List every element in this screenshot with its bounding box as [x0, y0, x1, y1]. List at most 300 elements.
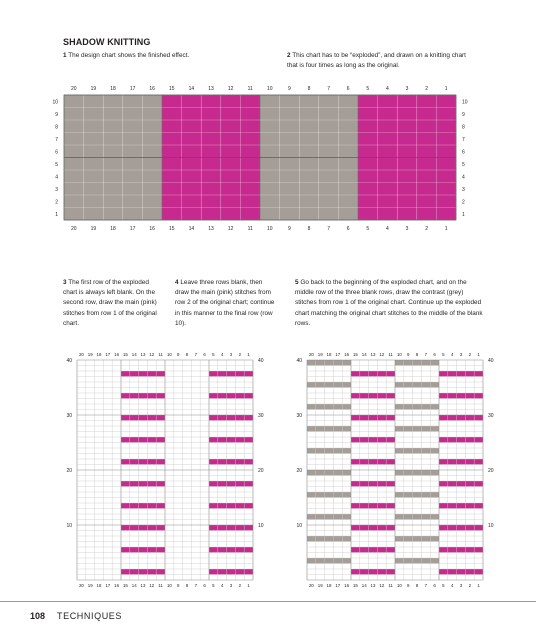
main-stitch: [130, 437, 139, 443]
main-stitch: [386, 569, 395, 575]
column-number-label: 13: [208, 226, 214, 232]
column-number-label: 18: [326, 583, 332, 588]
column-number-label: 15: [122, 583, 128, 588]
main-stitch: [474, 459, 483, 465]
contrast-stitch: [325, 382, 334, 388]
main-stitch: [377, 503, 386, 509]
main-stitch: [474, 503, 483, 509]
main-stitch: [218, 393, 227, 399]
main-stitch: [147, 459, 156, 465]
main-stitch: [360, 569, 369, 575]
column-number-label: 9: [406, 352, 410, 357]
main-stitch: [156, 503, 165, 509]
row-number-label: 2: [462, 199, 465, 206]
main-stitch: [360, 481, 369, 487]
exploded-chart-step-5: [285, 345, 505, 595]
contrast-stitch: [421, 514, 430, 520]
column-number-label: 19: [317, 583, 323, 588]
contrast-stitch: [325, 558, 334, 564]
main-stitch: [386, 393, 395, 399]
contrast-stitch: [342, 558, 351, 564]
main-stitch: [465, 481, 474, 487]
column-number-label: 8: [415, 583, 419, 588]
main-stitch: [448, 547, 457, 553]
column-number-label: 2: [468, 583, 472, 588]
column-number-label: 20: [78, 583, 84, 588]
column-number-label: 12: [149, 352, 155, 357]
contrast-stitch: [333, 492, 342, 498]
contrast-stitch: [316, 492, 325, 498]
column-number-label: 15: [169, 86, 175, 92]
row-number-label: 5: [55, 161, 58, 168]
main-stitch: [457, 371, 466, 377]
contrast-stitch: [395, 492, 404, 498]
column-number-label: 19: [90, 86, 97, 92]
contrast-stitch: [307, 404, 316, 410]
main-stitch: [209, 415, 218, 421]
column-number-label: 10: [166, 583, 172, 588]
main-stitch: [351, 503, 360, 509]
contrast-stitch: [325, 492, 334, 498]
contrast-stitch: [430, 426, 439, 432]
main-stitch: [439, 547, 448, 553]
contrast-stitch: [404, 404, 413, 410]
main-stitch: [227, 437, 236, 443]
column-number-label: 1: [247, 583, 250, 588]
column-number-label: 15: [352, 583, 358, 588]
contrast-stitch: [316, 558, 325, 564]
column-number-label: 1: [247, 352, 250, 357]
main-stitch: [147, 415, 156, 421]
contrast-stitch: [307, 360, 316, 366]
column-number-label: 4: [386, 226, 389, 232]
main-stitch: [130, 569, 139, 575]
column-number-label: 16: [344, 352, 350, 357]
column-number-label: 17: [335, 583, 341, 588]
main-stitch: [121, 503, 130, 509]
main-stitch: [227, 415, 236, 421]
contrast-stitch: [333, 448, 342, 454]
main-stitch: [156, 437, 165, 443]
main-stitch: [457, 547, 466, 553]
main-stitch: [156, 415, 165, 421]
exploded-chart-step-4: [55, 345, 275, 595]
contrast-stitch: [421, 536, 430, 542]
page-number: 108: [30, 611, 46, 621]
column-number-label: 18: [96, 352, 102, 357]
step-2-text: [287, 51, 477, 71]
main-stitch: [244, 415, 253, 421]
contrast-stitch: [413, 382, 422, 388]
main-stitch: [244, 371, 253, 377]
column-number-label: 14: [188, 226, 195, 232]
main-stitch: [244, 525, 253, 531]
main-stitch: [369, 393, 378, 399]
contrast-stitch: [395, 360, 404, 366]
main-stitch: [218, 371, 227, 377]
main-stitch: [386, 503, 395, 509]
step-5-text: [295, 278, 485, 329]
main-stitch: [139, 415, 148, 421]
column-number-label: 3: [459, 583, 463, 588]
main-stitch: [351, 459, 360, 465]
main-stitch: [351, 437, 360, 443]
main-stitch: [218, 459, 227, 465]
column-number-label: 13: [370, 583, 376, 588]
main-stitch: [121, 459, 130, 465]
main-stitch: [457, 481, 466, 487]
column-number-label: 8: [415, 352, 419, 357]
main-stitch: [235, 525, 244, 531]
main-stitch: [369, 371, 378, 377]
main-stitch: [209, 459, 218, 465]
main-stitch: [351, 415, 360, 421]
contrast-stitch: [430, 448, 439, 454]
column-number-label: 5: [212, 583, 215, 588]
main-stitch: [351, 525, 360, 531]
section-name: TECHNIQUES: [57, 611, 123, 621]
step-number: 4: [175, 279, 179, 286]
contrast-stitch: [430, 470, 439, 476]
column-number-label: 8: [307, 86, 311, 92]
main-stitch: [227, 393, 236, 399]
column-number-label: 5: [442, 583, 445, 588]
main-stitch: [235, 371, 244, 377]
main-stitch: [360, 393, 369, 399]
column-number-label: 4: [220, 352, 224, 357]
step-description: Leave three rows blank, then draw the main (pink) stitches from row 2 of the original chart; continue in this manner to the final row (row 10).: [175, 279, 275, 327]
contrast-stitch: [413, 470, 422, 476]
column-number-label: 6: [203, 583, 206, 588]
column-number-label: 16: [114, 583, 120, 588]
main-stitch: [351, 569, 360, 575]
main-stitch: [235, 415, 244, 421]
column-number-label: 4: [450, 583, 454, 588]
main-stitch: [235, 459, 244, 465]
main-stitch: [147, 437, 156, 443]
main-stitch: [244, 481, 253, 487]
main-stitch: [139, 547, 148, 553]
main-stitch: [121, 547, 130, 553]
main-stitch: [474, 415, 483, 421]
contrast-stitch: [307, 514, 316, 520]
main-stitch: [156, 393, 165, 399]
main-stitch: [351, 547, 360, 553]
main-stitch: [386, 459, 395, 465]
row-number-label: 5: [462, 161, 465, 168]
column-number-label: 8: [185, 352, 189, 357]
column-number-label: 20: [71, 226, 77, 232]
contrast-stitch: [342, 448, 351, 454]
contrast-stitch: [404, 360, 413, 366]
main-stitch: [227, 459, 236, 465]
column-number-label: 12: [379, 352, 385, 357]
row-number-label: 2: [55, 199, 58, 206]
row-number-label: 30: [258, 413, 264, 419]
step-description: The design chart shows the finished effect.: [68, 52, 190, 59]
main-stitch: [156, 525, 165, 531]
main-stitch: [448, 437, 457, 443]
step-description: The first row of the exploded chart is always left blank. On the second row, draw the main (pink) stitches from row 1 of the original chart.: [63, 279, 157, 327]
column-number-label: 12: [227, 226, 234, 232]
contrast-stitch: [307, 558, 316, 564]
column-number-label: 6: [346, 86, 350, 92]
main-stitch: [218, 481, 227, 487]
main-stitch: [369, 547, 378, 553]
row-number-label: 7: [55, 136, 58, 143]
column-number-label: 16: [149, 86, 155, 92]
column-number-label: 13: [208, 86, 214, 92]
main-stitch: [386, 525, 395, 531]
column-number-label: 9: [288, 226, 291, 232]
main-stitch: [227, 525, 236, 531]
main-stitch: [457, 503, 466, 509]
row-number-label: 10: [52, 99, 58, 106]
row-number-label: 40: [296, 358, 302, 364]
main-stitch: [209, 481, 218, 487]
main-stitch: [121, 525, 130, 531]
main-stitch: [369, 569, 378, 575]
contrast-stitch: [325, 404, 334, 410]
contrast-stitch: [395, 382, 404, 388]
main-stitch: [244, 569, 253, 575]
column-number-label: 7: [424, 583, 428, 588]
row-number-label: 10: [66, 523, 72, 529]
contrast-stitch: [342, 426, 351, 432]
column-number-label: 10: [267, 86, 273, 92]
column-number-label: 7: [327, 226, 330, 232]
main-stitch: [377, 393, 386, 399]
column-number-label: 19: [87, 352, 93, 357]
main-stitch: [218, 437, 227, 443]
main-stitch: [386, 547, 395, 553]
main-stitch: [235, 547, 244, 553]
main-stitch: [439, 569, 448, 575]
column-number-label: 10: [396, 583, 402, 588]
main-stitch: [235, 481, 244, 487]
contrast-stitch: [404, 558, 413, 564]
row-number-label: 9: [462, 111, 465, 118]
main-stitch: [457, 525, 466, 531]
contrast-stitch: [395, 448, 404, 454]
column-number-label: 11: [247, 86, 253, 92]
contrast-stitch: [325, 536, 334, 542]
main-stitch: [130, 371, 139, 377]
main-stitch: [209, 547, 218, 553]
column-number-label: 17: [129, 86, 136, 92]
column-number-label: 6: [346, 226, 350, 232]
contrast-stitch: [307, 426, 316, 432]
contrast-stitch: [413, 492, 422, 498]
row-number-label: 8: [55, 124, 58, 131]
column-number-label: 1: [444, 226, 448, 232]
main-stitch: [377, 459, 386, 465]
main-stitch: [147, 371, 156, 377]
main-stitch: [139, 503, 148, 509]
column-number-label: 6: [433, 352, 436, 357]
main-stitch: [218, 569, 227, 575]
main-stitch: [156, 481, 165, 487]
contrast-stitch: [325, 426, 334, 432]
main-stitch: [360, 525, 369, 531]
contrast-stitch: [307, 536, 316, 542]
main-stitch: [439, 371, 448, 377]
main-stitch: [139, 393, 148, 399]
column-number-label: 12: [227, 86, 234, 92]
main-stitch: [218, 415, 227, 421]
contrast-stitch: [413, 558, 422, 564]
main-stitch: [377, 415, 386, 421]
footer-divider: [0, 601, 536, 602]
main-stitch: [377, 371, 386, 377]
column-number-label: 3: [405, 86, 409, 92]
contrast-stitch: [404, 382, 413, 388]
contrast-stitch: [316, 382, 325, 388]
column-number-label: 18: [96, 583, 102, 588]
column-number-label: 17: [129, 226, 136, 232]
main-stitch: [121, 371, 130, 377]
main-stitch: [439, 503, 448, 509]
column-number-label: 15: [122, 352, 128, 357]
main-stitch: [227, 481, 236, 487]
main-stitch: [121, 569, 130, 575]
main-stitch: [130, 547, 139, 553]
main-stitch: [474, 525, 483, 531]
row-number-label: 40: [66, 358, 72, 364]
main-stitch: [360, 415, 369, 421]
row-number-label: 30: [488, 413, 494, 419]
contrast-stitch: [342, 492, 351, 498]
main-stitch: [227, 371, 236, 377]
contrast-stitch: [342, 470, 351, 476]
contrast-stitch: [333, 558, 342, 564]
main-stitch: [465, 525, 474, 531]
step-3-text: [63, 278, 163, 329]
contrast-stitch: [421, 558, 430, 564]
contrast-stitch: [421, 404, 430, 410]
column-number-label: 18: [110, 86, 116, 92]
column-number-label: 11: [388, 583, 393, 588]
main-stitch: [386, 481, 395, 487]
main-stitch: [448, 503, 457, 509]
column-number-label: 9: [176, 583, 180, 588]
main-stitch: [130, 481, 139, 487]
main-stitch: [235, 393, 244, 399]
main-stitch: [156, 371, 165, 377]
row-number-label: 1: [55, 211, 58, 218]
contrast-stitch: [421, 492, 430, 498]
main-stitch: [474, 371, 483, 377]
column-number-label: 15: [352, 352, 358, 357]
row-number-label: 40: [258, 358, 264, 364]
main-stitch: [139, 481, 148, 487]
main-stitch: [130, 525, 139, 531]
main-stitch: [465, 547, 474, 553]
column-number-label: 17: [105, 352, 111, 357]
step-description: This chart has to be “exploded”, and drawn on a knitting chart that is four times as long as the original.: [287, 52, 466, 70]
column-number-label: 2: [425, 86, 428, 92]
main-stitch: [130, 393, 139, 399]
main-stitch: [227, 503, 236, 509]
column-number-label: 3: [459, 352, 463, 357]
column-number-label: 19: [317, 352, 323, 357]
contrast-stitch: [307, 382, 316, 388]
contrast-stitch: [430, 492, 439, 498]
row-number-label: 40: [488, 358, 494, 364]
main-stitch: [377, 481, 386, 487]
column-number-label: 15: [169, 226, 175, 232]
column-number-label: 3: [229, 583, 233, 588]
column-number-label: 3: [229, 352, 233, 357]
main-stitch: [465, 459, 474, 465]
column-number-label: 14: [361, 352, 367, 357]
main-stitch: [457, 569, 466, 575]
main-stitch: [360, 459, 369, 465]
contrast-stitch: [421, 360, 430, 366]
contrast-stitch: [307, 492, 316, 498]
main-stitch: [139, 459, 148, 465]
main-stitch: [457, 459, 466, 465]
main-stitch: [448, 525, 457, 531]
main-stitch: [244, 547, 253, 553]
main-stitch: [360, 503, 369, 509]
main-stitch: [227, 547, 236, 553]
contrast-stitch: [316, 426, 325, 432]
contrast-stitch: [421, 470, 430, 476]
contrast-stitch: [404, 536, 413, 542]
main-stitch: [244, 503, 253, 509]
main-stitch: [439, 481, 448, 487]
contrast-stitch: [316, 536, 325, 542]
main-stitch: [448, 459, 457, 465]
main-stitch: [209, 393, 218, 399]
main-stitch: [448, 371, 457, 377]
main-stitch: [218, 503, 227, 509]
row-number-label: 8: [462, 124, 465, 131]
main-stitch: [209, 525, 218, 531]
main-stitch: [474, 437, 483, 443]
contrast-stitch: [395, 470, 404, 476]
row-number-label: 4: [55, 174, 58, 181]
row-number-label: 9: [55, 111, 58, 118]
contrast-stitch: [413, 426, 422, 432]
row-number-label: 20: [296, 468, 302, 474]
column-number-label: 2: [468, 352, 472, 357]
row-number-label: 10: [488, 523, 494, 529]
contrast-stitch: [430, 514, 439, 520]
main-stitch: [465, 503, 474, 509]
main-stitch: [209, 371, 218, 377]
column-number-label: 7: [327, 86, 330, 92]
main-stitch: [369, 481, 378, 487]
column-number-label: 18: [326, 352, 332, 357]
main-stitch: [360, 437, 369, 443]
column-number-label: 11: [247, 226, 253, 232]
contrast-stitch: [333, 360, 342, 366]
column-number-label: 14: [361, 583, 367, 588]
column-number-label: 20: [78, 352, 84, 357]
row-number-label: 20: [488, 468, 494, 474]
main-stitch: [386, 415, 395, 421]
main-stitch: [147, 481, 156, 487]
column-number-label: 16: [344, 583, 350, 588]
column-number-label: 14: [131, 583, 137, 588]
contrast-stitch: [316, 404, 325, 410]
column-number-label: 10: [267, 226, 273, 232]
row-number-label: 20: [258, 468, 264, 474]
main-stitch: [448, 481, 457, 487]
main-stitch: [244, 459, 253, 465]
